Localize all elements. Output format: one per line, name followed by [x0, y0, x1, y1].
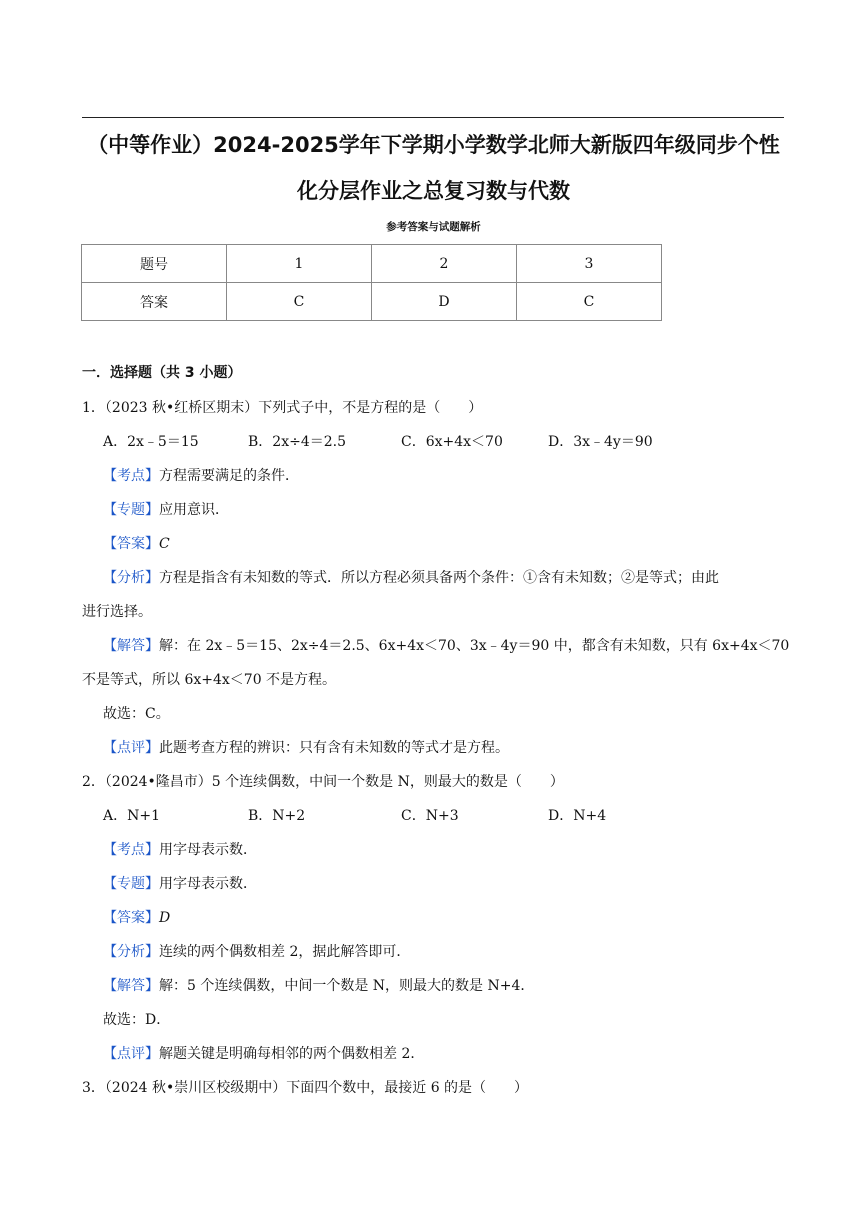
answer-table-header-row [82, 245, 662, 283]
q2-option-b: B．N+2 [248, 808, 306, 824]
tag-kaodian: 【考点】 [103, 842, 159, 858]
q1-fenxi-text-2: 进行选择。 [82, 604, 152, 620]
q1-fenxi [103, 567, 719, 587]
q1-jieda-text-2: 不是等式，所以 6x+4x＜70 不是方程。 [82, 672, 337, 688]
table-cell: D [372, 283, 517, 321]
q2-fenxi [103, 941, 410, 961]
table-cell: C [517, 283, 662, 321]
q2-jieda-text: 解：5 个连续偶数，中间一个数是 N，则最大的数是 N+4． [159, 978, 535, 994]
table-cell: 3 [517, 245, 662, 283]
tag-daan: 【答案】 [103, 910, 159, 926]
q2-stem: 2．（2024•隆昌市）5 个连续偶数，中间一个数是 N，则最大的数是（ ） [82, 774, 564, 790]
tag-dianping: 【点评】 [103, 740, 159, 756]
header-rule [82, 117, 784, 118]
q2-zhuanti [103, 873, 257, 893]
q1-option-a: A．2x﹣5＝15 [103, 434, 199, 450]
q2-fenxi-text: 连续的两个偶数相差 2，据此解答即可． [159, 944, 411, 960]
q2-option-c: C．N+3 [401, 808, 459, 824]
q1-kaodian [103, 465, 299, 485]
tag-zhuanti: 【专题】 [103, 876, 159, 892]
q2-zhuanti-text: 用字母表示数． [159, 876, 257, 892]
table-cell: C [227, 283, 372, 321]
q1-option-d: D．3x﹣4y＝90 [548, 434, 653, 450]
table-cell: 答案 [82, 283, 227, 321]
q1-daan [103, 533, 170, 553]
q3-stem: 3．（2024 秋•崇川区校级期中）下面四个数中，最接近 6 的是（ ） [82, 1080, 529, 1096]
q1-fenxi-text-1: 方程是指含有未知数的等式．所以方程必须具备两个条件：①含有未知数；②是等式；由此 [159, 570, 719, 586]
tag-dianping: 【点评】 [103, 1046, 159, 1062]
q2-option-a: A．N+1 [103, 808, 160, 824]
title-line-1: （中等作业）2024-2025学年下学期小学数学北师大新版四年级同步个性 [87, 133, 780, 157]
q1-daan-text: C [159, 536, 170, 552]
q1-kaodian-text: 方程需要满足的条件． [159, 468, 299, 484]
q2-kaodian [103, 839, 257, 859]
q1-stem: 1．（2023 秋•红桥区期末）下列式子中，不是方程的是（ ） [82, 400, 483, 416]
title-line-2: 化分层作业之总复习数与代数 [297, 179, 570, 203]
q1-option-b: B．2x÷4＝2.5 [248, 434, 346, 450]
q2-option-d: D．N+4 [548, 808, 607, 824]
q1-dianping [103, 737, 509, 757]
q1-dianping-text: 此题考查方程的辨识：只有含有未知数的等式才是方程。 [159, 740, 509, 756]
tag-zhuanti: 【专题】 [103, 502, 159, 518]
q1-jieda [103, 635, 789, 655]
tag-fenxi: 【分析】 [103, 570, 159, 586]
tag-jieda: 【解答】 [103, 638, 159, 654]
q1-option-c: C．6x+4x＜70 [401, 434, 503, 450]
tag-kaodian: 【考点】 [103, 468, 159, 484]
subtitle: 参考答案与试题解析 [386, 221, 481, 233]
table-cell: 题号 [82, 245, 227, 283]
q2-kaodian-text: 用字母表示数． [159, 842, 257, 858]
q2-daan [103, 907, 170, 927]
table-cell: 1 [227, 245, 372, 283]
tag-jieda: 【解答】 [103, 978, 159, 994]
answer-table [81, 244, 662, 321]
q2-conclusion: 故选：D． [103, 1012, 171, 1028]
q2-dianping-text: 解题关键是明确每相邻的两个偶数相差 2． [159, 1046, 425, 1062]
tag-daan: 【答案】 [103, 536, 159, 552]
q1-jieda-text-1: 解：在 2x﹣5＝15、2x÷4＝2.5、6x+4x＜70、3x﹣4y＝90 中，都含有未知数，只有 6x+4x＜70 [159, 638, 790, 654]
q2-jieda [103, 975, 534, 995]
q1-zhuanti-text: 应用意识． [159, 502, 229, 518]
q2-daan-text: D [159, 910, 171, 926]
q1-conclusion: 故选：C。 [103, 706, 170, 722]
section-title: 一．选择题（共 3 小题） [82, 365, 242, 381]
tag-fenxi: 【分析】 [103, 944, 159, 960]
table-cell: 2 [372, 245, 517, 283]
q2-dianping [103, 1043, 424, 1063]
q1-zhuanti [103, 499, 229, 519]
answer-table-answer-row [82, 283, 662, 321]
document-title [70, 122, 797, 214]
